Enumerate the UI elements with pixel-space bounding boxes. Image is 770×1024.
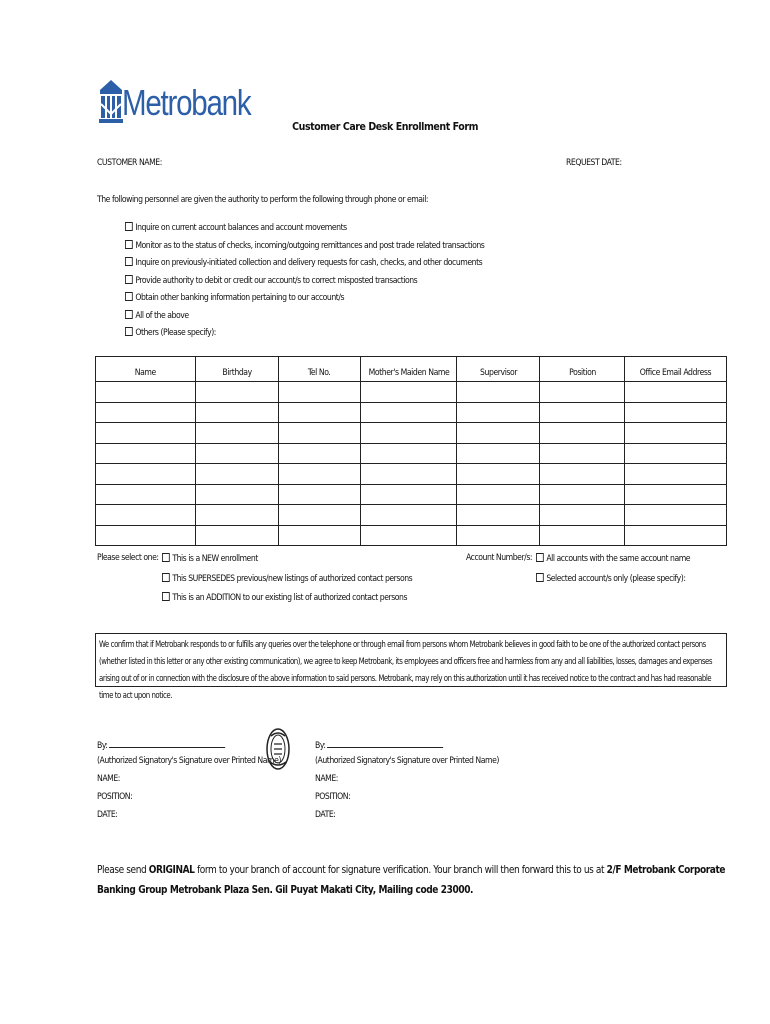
checkbox[interactable] <box>125 292 133 301</box>
column-header: Tel No. <box>278 357 361 382</box>
table-row[interactable] <box>96 402 727 423</box>
confirmation-text: We confirm that if Metrobank responds to or fulfills any queries over the telephone or through email from persons whom Metrobank believes in good faith to be one of the authorized contact persons (whether listed in this letter or any other existing communication), we agree to keep Metrobank, its employees and officers free and harmless from any and all liabilities, losses, damages and expenses arising out of or in connection with the disclosure of the above information to said persons. Metrobank, may rely on this authorization until it has received notice to the contract and has had reasonable time to act upon notice. <box>99 640 713 701</box>
table-row[interactable] <box>96 382 727 403</box>
checkbox[interactable] <box>536 553 544 562</box>
column-header: Name <box>96 357 196 382</box>
new-enrollment-option[interactable]: This is a NEW enrollment <box>162 553 258 564</box>
date-label-left: DATE: <box>97 810 118 820</box>
checkbox[interactable] <box>162 553 170 562</box>
select-one-label: Please select one: <box>97 553 159 563</box>
date-label-right: DATE: <box>315 810 336 820</box>
column-header: Position <box>540 357 625 382</box>
customer-name-label: CUSTOMER NAME: <box>97 158 162 168</box>
form-title: Customer Care Desk Enrollment Form <box>292 120 478 133</box>
column-header: Office Email Address <box>625 357 727 382</box>
authority-list <box>125 222 543 345</box>
table-row[interactable] <box>96 423 727 444</box>
checkbox[interactable] <box>125 240 133 249</box>
authority-item[interactable]: Monitor as to the status of checks, incoming/outgoing remittances and post trade related transactions <box>125 240 484 258</box>
name-label-left: NAME: <box>97 774 120 784</box>
signature-line[interactable] <box>327 738 443 748</box>
metrobank-logo-text: Metrobank <box>122 82 251 123</box>
checkbox[interactable] <box>125 310 133 319</box>
checkbox[interactable] <box>125 222 133 231</box>
authority-item[interactable]: Inquire on current account balances and account movements <box>125 222 484 240</box>
position-label-left: POSITION: <box>97 792 133 802</box>
checkbox[interactable] <box>125 275 133 284</box>
personnel-table <box>95 356 727 546</box>
table-row[interactable] <box>96 505 727 526</box>
table-row[interactable] <box>96 525 727 546</box>
checkbox[interactable] <box>162 573 170 582</box>
column-header: Birthday <box>195 357 278 382</box>
checkbox[interactable] <box>536 573 544 582</box>
table-row[interactable] <box>96 443 727 464</box>
signature-line[interactable] <box>109 738 225 748</box>
authority-item[interactable]: All of the above <box>125 310 484 328</box>
account-numbers-label: Account Number/s: <box>466 553 533 563</box>
authority-item[interactable]: Obtain other banking information pertaining to our account/s <box>125 292 484 310</box>
checkbox[interactable] <box>125 327 133 336</box>
position-label-right: POSITION: <box>315 792 351 802</box>
confirmation-box <box>95 633 727 701</box>
signature-caption-left: (Authorized Signatory's Signature over Printed Name) <box>97 756 281 766</box>
signature-left[interactable]: By: <box>97 738 225 751</box>
signature-right[interactable]: By: <box>315 738 443 751</box>
authority-intro: The following personnel are given the authority to perform the following through phone or email: <box>97 195 429 205</box>
table-header-row <box>96 357 727 382</box>
all-accounts-option[interactable]: All accounts with the same account name <box>536 553 690 564</box>
column-header: Mother's Maiden Name <box>361 357 457 382</box>
selected-accounts-option[interactable]: Selected account/s only (please specify): <box>536 573 685 584</box>
column-header: Supervisor <box>457 357 540 382</box>
checkbox[interactable] <box>125 257 133 266</box>
authority-item[interactable]: Others (Please specify): <box>125 327 484 345</box>
table-row[interactable] <box>96 464 727 485</box>
name-label-right: NAME: <box>315 774 338 784</box>
supersedes-option[interactable]: This SUPERSEDES previous/new listings of authorized contact persons <box>162 573 412 584</box>
request-date-label: REQUEST DATE: <box>566 158 622 168</box>
table-row[interactable] <box>96 484 727 505</box>
addition-option[interactable]: This is an ADDITION to our existing list of authorized contact persons <box>162 592 407 603</box>
checkbox[interactable] <box>162 592 170 601</box>
footer-instructions: Please send ORIGINAL form to your branch of account for signature verification. Your branch will then forward this to us at 2/F Metrobank Corporate Banking Group Metrobank Plaza Sen. Gil Puyat Makati City, Mailing code 23000. <box>97 863 726 896</box>
signature-caption-right: (Authorized Signatory's Signature over Printed Name) <box>315 756 499 766</box>
authority-item[interactable]: Provide authority to debit or credit our account/s to correct misposted transactions <box>125 275 484 293</box>
seal-icon <box>265 726 291 772</box>
authority-item[interactable]: Inquire on previously-initiated collection and delivery requests for cash, checks, and other documents <box>125 257 484 275</box>
